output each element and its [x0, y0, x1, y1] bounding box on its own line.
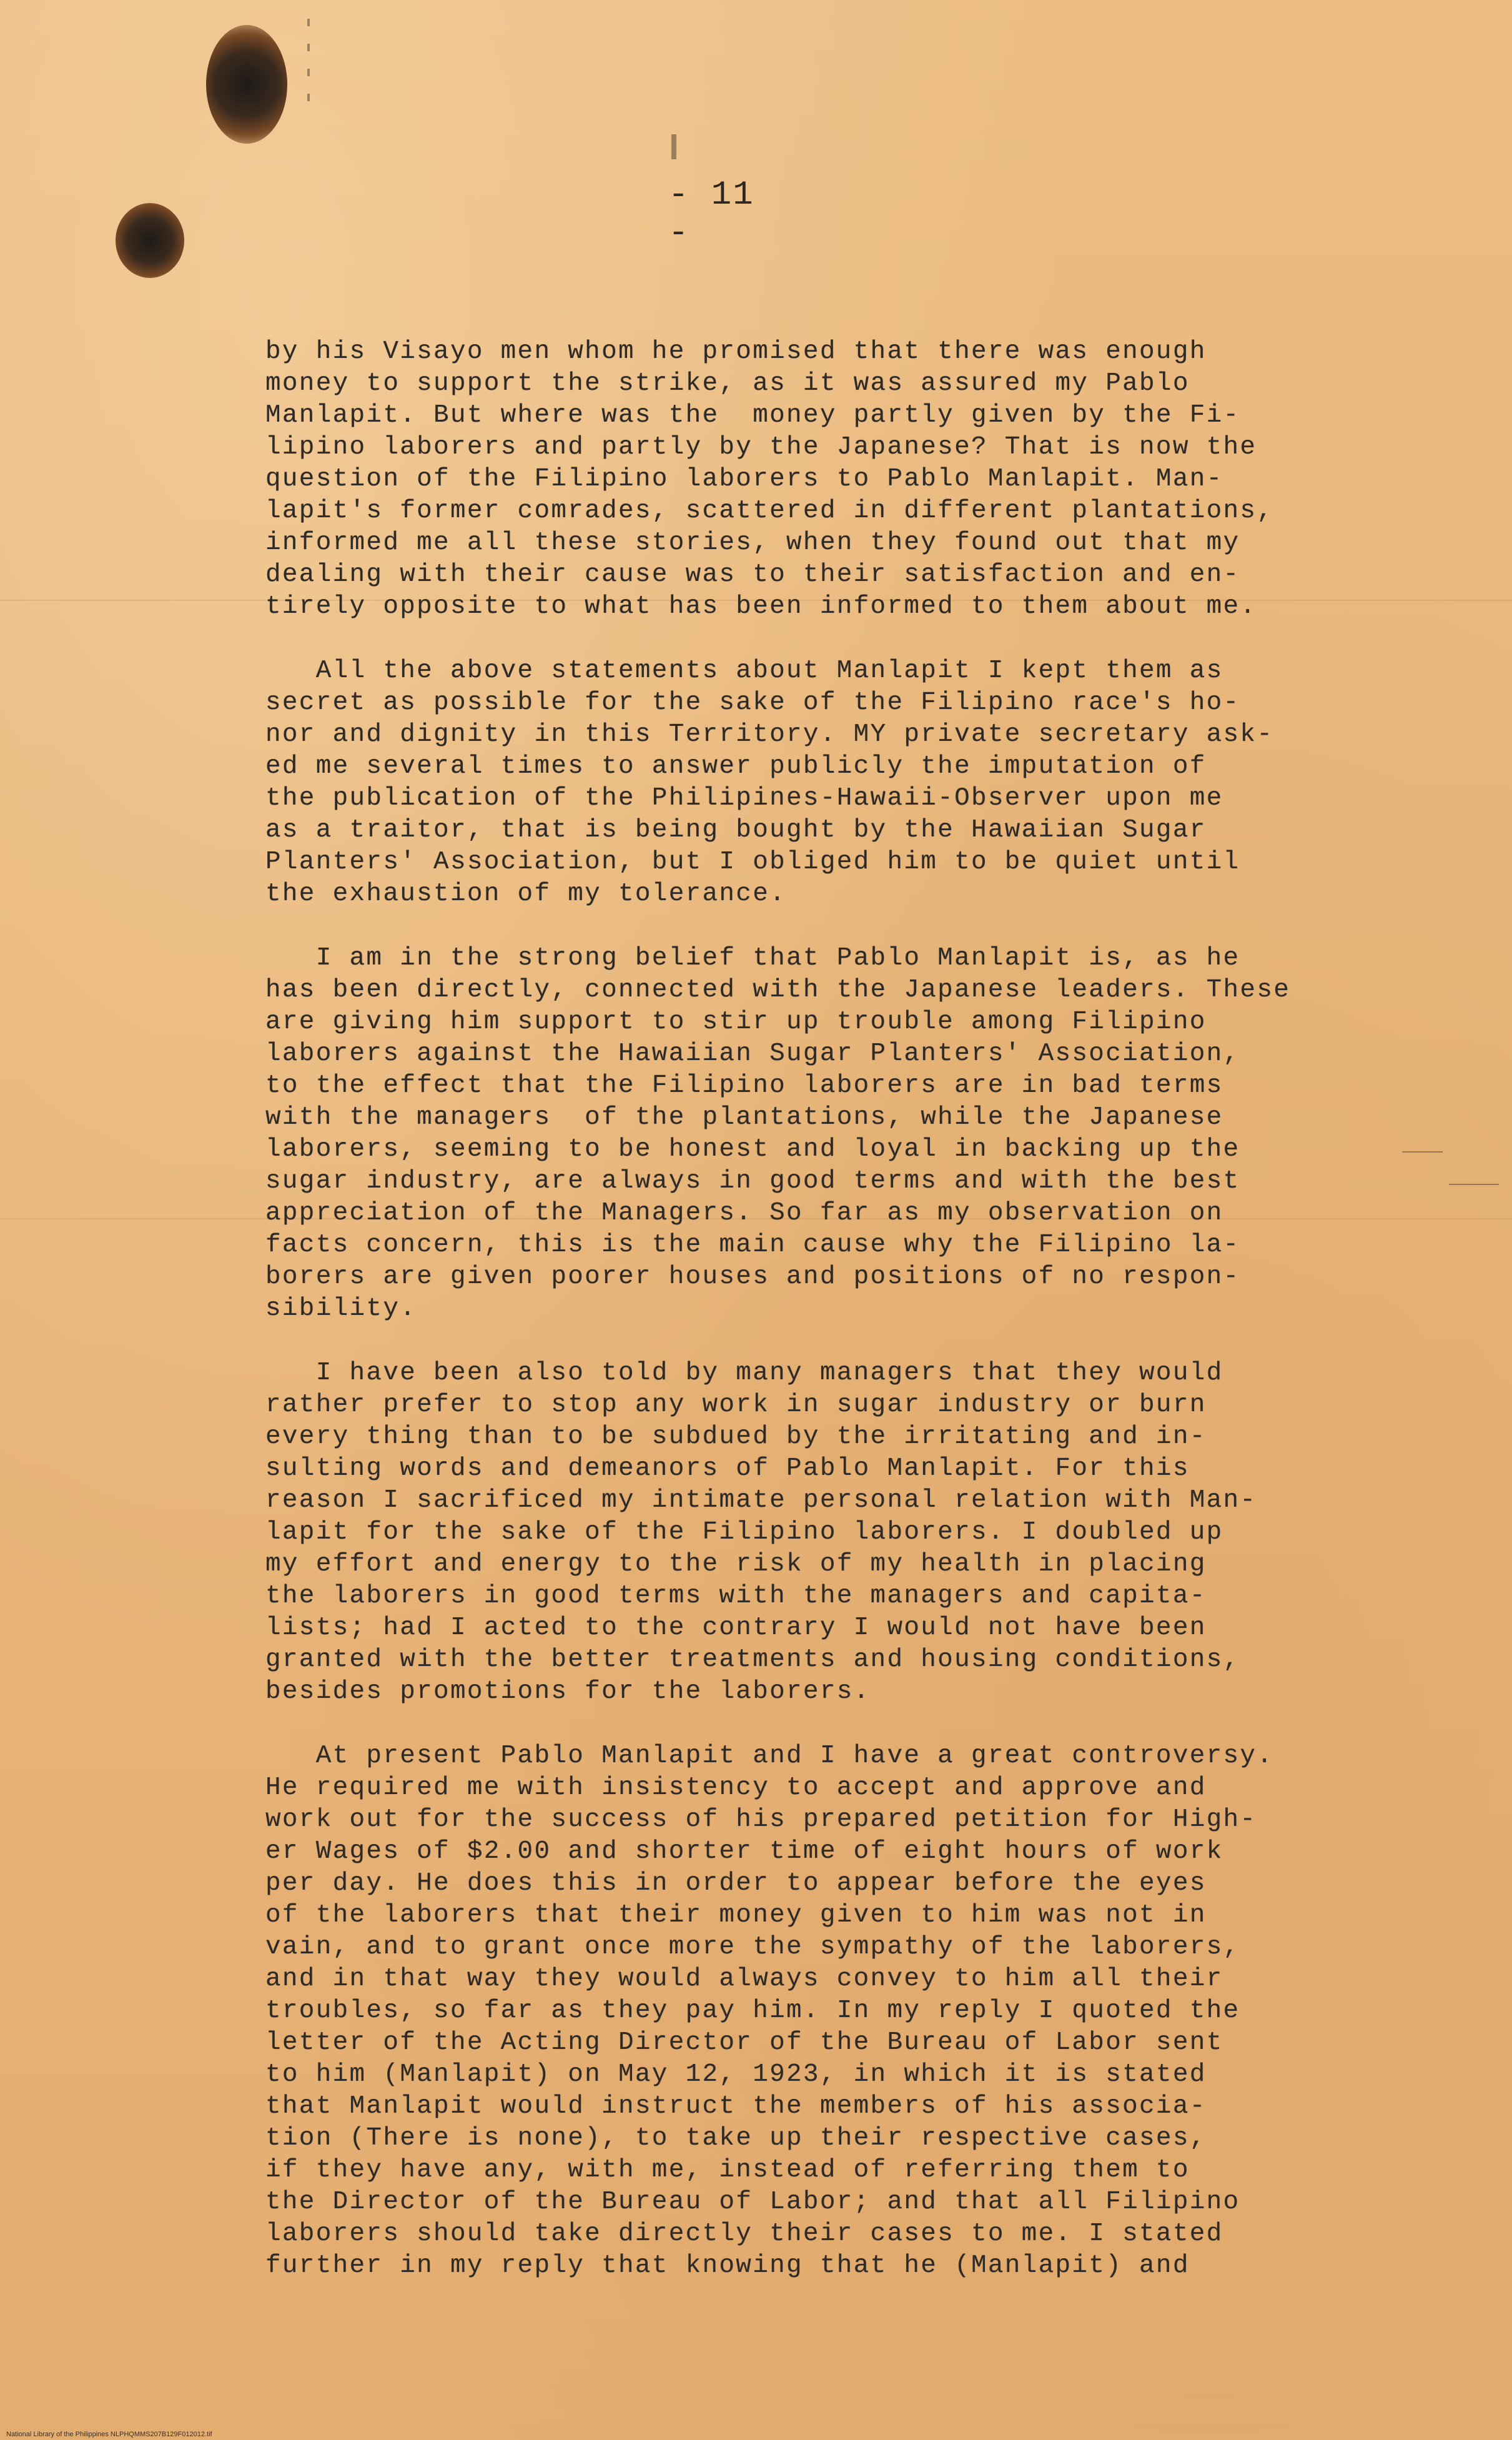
text-line: vain, and to grant once more the sympathy of the laborers,	[265, 1933, 1240, 1961]
text-line: lists; had I acted to the contrary I would not have been	[265, 1614, 1207, 1642]
text-line: the publication of the Philipines-Hawaii-Observer upon me	[265, 784, 1223, 813]
text-line: er Wages of $2.00 and shorter time of eight hours of work	[265, 1837, 1223, 1866]
text-line: and in that way they would always convey to him all their	[265, 1965, 1223, 1993]
text-line: with the managers of the plantations, while the Japanese	[265, 1103, 1223, 1132]
paper-speck	[307, 44, 310, 51]
paragraph	[265, 336, 1421, 623]
document-body	[265, 336, 1421, 2314]
paper-speck	[307, 94, 310, 101]
text-line: the laborers in good terms with the managers and capita-	[265, 1582, 1207, 1610]
text-line: to the effect that the Filipino laborers are in bad terms	[265, 1071, 1223, 1100]
text-line: troubles, so far as they pay him. In my reply I quoted the	[265, 1996, 1240, 2025]
paragraph	[265, 655, 1421, 910]
text-line: my effort and energy to the risk of my health in placing	[265, 1550, 1207, 1579]
text-line: every thing than to be subdued by the irritating and in-	[265, 1422, 1207, 1451]
text-line: work out for the success of his prepared petition for High-	[265, 1805, 1257, 1834]
text-line: that Manlapit would instruct the members of his associa-	[265, 2092, 1207, 2121]
text-line: lapit's former comrades, scattered in different plantations,	[265, 497, 1274, 525]
paper-speck	[671, 134, 676, 159]
text-line: money to support the strike, as it was assured my Pablo	[265, 369, 1190, 398]
text-line: All the above statements about Manlapit I kept them as	[265, 657, 1223, 685]
text-line: appreciation of the Managers. So far as my observation on	[265, 1199, 1223, 1227]
text-line: laborers should take directly their cases to me. I stated	[265, 2219, 1223, 2248]
text-line: lipino laborers and partly by the Japanese? That is now the	[265, 433, 1257, 462]
text-line: to him (Manlapit) on May 12, 1923, in which it is stated	[265, 2060, 1207, 2089]
text-line: ed me several times to answer publicly the imputation of	[265, 752, 1207, 781]
text-line: the Director of the Bureau of Labor; and that all Filipino	[265, 2188, 1240, 2216]
text-line: further in my reply that knowing that he (Manlapit) and	[265, 2251, 1190, 2280]
text-line: nor and dignity in this Territory. MY private secretary ask-	[265, 720, 1274, 749]
text-line: borers are given poorer houses and positions of no respon-	[265, 1262, 1240, 1291]
text-line: of the laborers that their money given to him was not in	[265, 1901, 1207, 1930]
burn-hole-mark	[206, 25, 287, 144]
text-line: rather prefer to stop any work in sugar industry or burn	[265, 1391, 1207, 1419]
text-line: informed me all these stories, when they found out that my	[265, 528, 1240, 557]
text-line: Manlapit. But where was the money partly given by the Fi-	[265, 401, 1240, 430]
text-line: I am in the strong belief that Pablo Manlapit is, as he	[265, 944, 1240, 973]
text-line: At present Pablo Manlapit and I have a great controversy.	[265, 1742, 1274, 1770]
text-line: sugar industry, are always in good terms and with the best	[265, 1167, 1240, 1196]
text-line: lapit for the sake of the Filipino laborers. I doubled up	[265, 1518, 1223, 1547]
text-line: granted with the better treatments and housing conditions,	[265, 1645, 1240, 1674]
text-line: are giving him support to stir up trouble among Filipino	[265, 1008, 1207, 1036]
margin-dash-mark	[1449, 1184, 1499, 1185]
text-line: Planters' Association, but I obliged him to be quiet until	[265, 848, 1240, 876]
text-line: dealing with their cause was to their satisfaction and en-	[265, 560, 1240, 589]
text-line: per day. He does this in order to appear before the eyes	[265, 1869, 1207, 1898]
text-line: secret as possible for the sake of the Filipino race's ho-	[265, 688, 1240, 717]
paper-speck	[307, 69, 310, 76]
text-line: letter of the Acting Director of the Bureau of Labor sent	[265, 2028, 1223, 2057]
text-line: reason I sacrificed my intimate personal relation with Man-	[265, 1486, 1257, 1515]
paragraph	[265, 1357, 1421, 1708]
text-line: I have been also told by many managers that they would	[265, 1359, 1223, 1387]
page-number: - 11 -	[668, 176, 754, 252]
ink-blot-mark	[116, 203, 184, 278]
text-line: sulting words and demeanors of Pablo Manlapit. For this	[265, 1454, 1190, 1483]
text-line: facts concern, this is the main cause why the Filipino la-	[265, 1231, 1240, 1259]
paper-speck	[307, 19, 310, 26]
text-line: laborers, seeming to be honest and loyal in backing up the	[265, 1135, 1240, 1164]
text-line: laborers against the Hawaiian Sugar Planters' Association,	[265, 1039, 1240, 1068]
text-line: sibility.	[265, 1294, 417, 1323]
paragraph	[265, 1740, 1421, 2282]
text-line: the exhaustion of my tolerance.	[265, 880, 787, 908]
paragraph	[265, 943, 1421, 1325]
text-line: by his Visayo men whom he promised that there was enough	[265, 337, 1207, 366]
text-line: question of the Filipino laborers to Pablo Manlapit. Man-	[265, 465, 1223, 493]
text-line: if they have any, with me, instead of referring them to	[265, 2156, 1190, 2185]
text-line: besides promotions for the laborers.	[265, 1677, 871, 1706]
text-line: tion (There is none), to take up their respective cases,	[265, 2124, 1207, 2153]
text-line: He required me with insistency to accept and approve and	[265, 1773, 1207, 1802]
archive-footer: National Library of the Philippines NLPHQMMS207B129F012012.tif	[6, 2431, 212, 2438]
text-line: tirely opposite to what has been informed to them about me.	[265, 592, 1257, 621]
text-line: has been directly, connected with the Japanese leaders. These	[265, 976, 1291, 1004]
text-line: as a traitor, that is being bought by the Hawaiian Sugar	[265, 816, 1207, 845]
